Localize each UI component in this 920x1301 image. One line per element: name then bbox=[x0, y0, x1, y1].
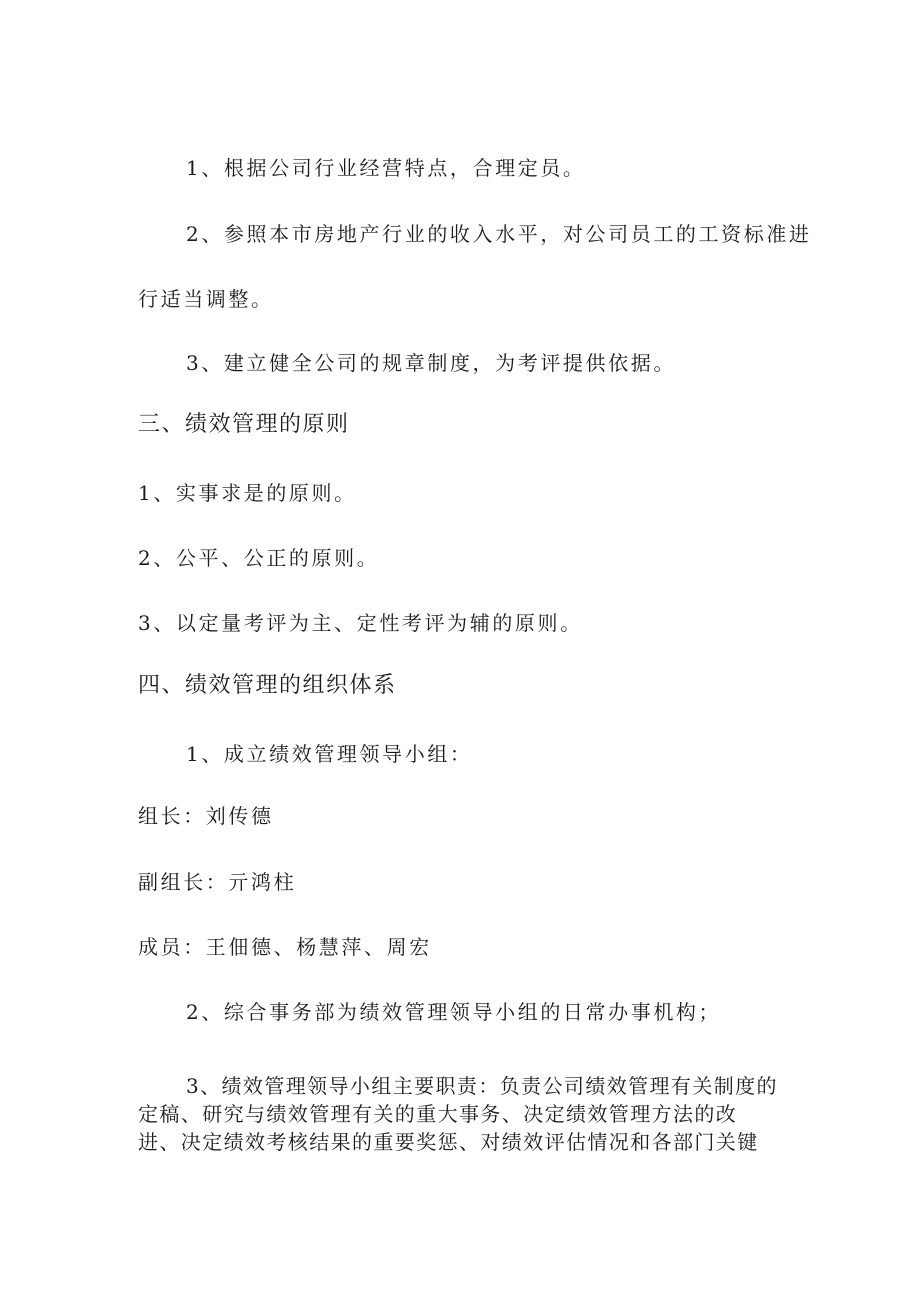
section-4-item-2: 2、综合事务部为绩效管理领导小组的日常办事机构； bbox=[186, 1000, 722, 1024]
section-3-heading: 三、绩效管理的原则 bbox=[138, 412, 350, 437]
group-leader: 组长：刘传德 bbox=[138, 804, 274, 828]
paragraph-item-2-continuation: 行适当调整。 bbox=[138, 287, 274, 311]
paragraph-item-2: 2、参照本市房地产行业的收入水平，对公司员工的工资标准进 bbox=[186, 222, 812, 246]
deputy-group-leader: 副组长：亓鸿柱 bbox=[138, 870, 297, 894]
group-members: 成员：王佃德、杨慧萍、周宏 bbox=[138, 935, 432, 959]
paragraph-item-3: 3、建立健全公司的规章制度，为考评提供依据。 bbox=[186, 351, 676, 375]
section-3-item-3: 3、以定量考评为主、定性考评为辅的原则。 bbox=[138, 611, 583, 635]
section-4-heading: 四、绩效管理的组织体系 bbox=[138, 673, 397, 698]
section-4-item-3-line-3: 进、决定绩效考核结果的重要奖惩、对绩效评估情况和各部门关键 bbox=[138, 1130, 759, 1154]
section-3-item-1: 1、实事求是的原则。 bbox=[138, 481, 357, 505]
paragraph-item-1: 1、根据公司行业经营特点，合理定员。 bbox=[186, 156, 586, 180]
section-4-item-3-line-2: 定稿、研究与绩效管理有关的重大事务、决定绩效管理方法的改 bbox=[138, 1102, 738, 1126]
section-3-item-2: 2、公平、公正的原则。 bbox=[138, 546, 380, 570]
section-4-item-3-line-1: 3、绩效管理领导小组主要职责：负责公司绩效管理有关制度的 bbox=[186, 1074, 778, 1098]
section-4-item-1: 1、成立绩效管理领导小组： bbox=[186, 742, 473, 766]
